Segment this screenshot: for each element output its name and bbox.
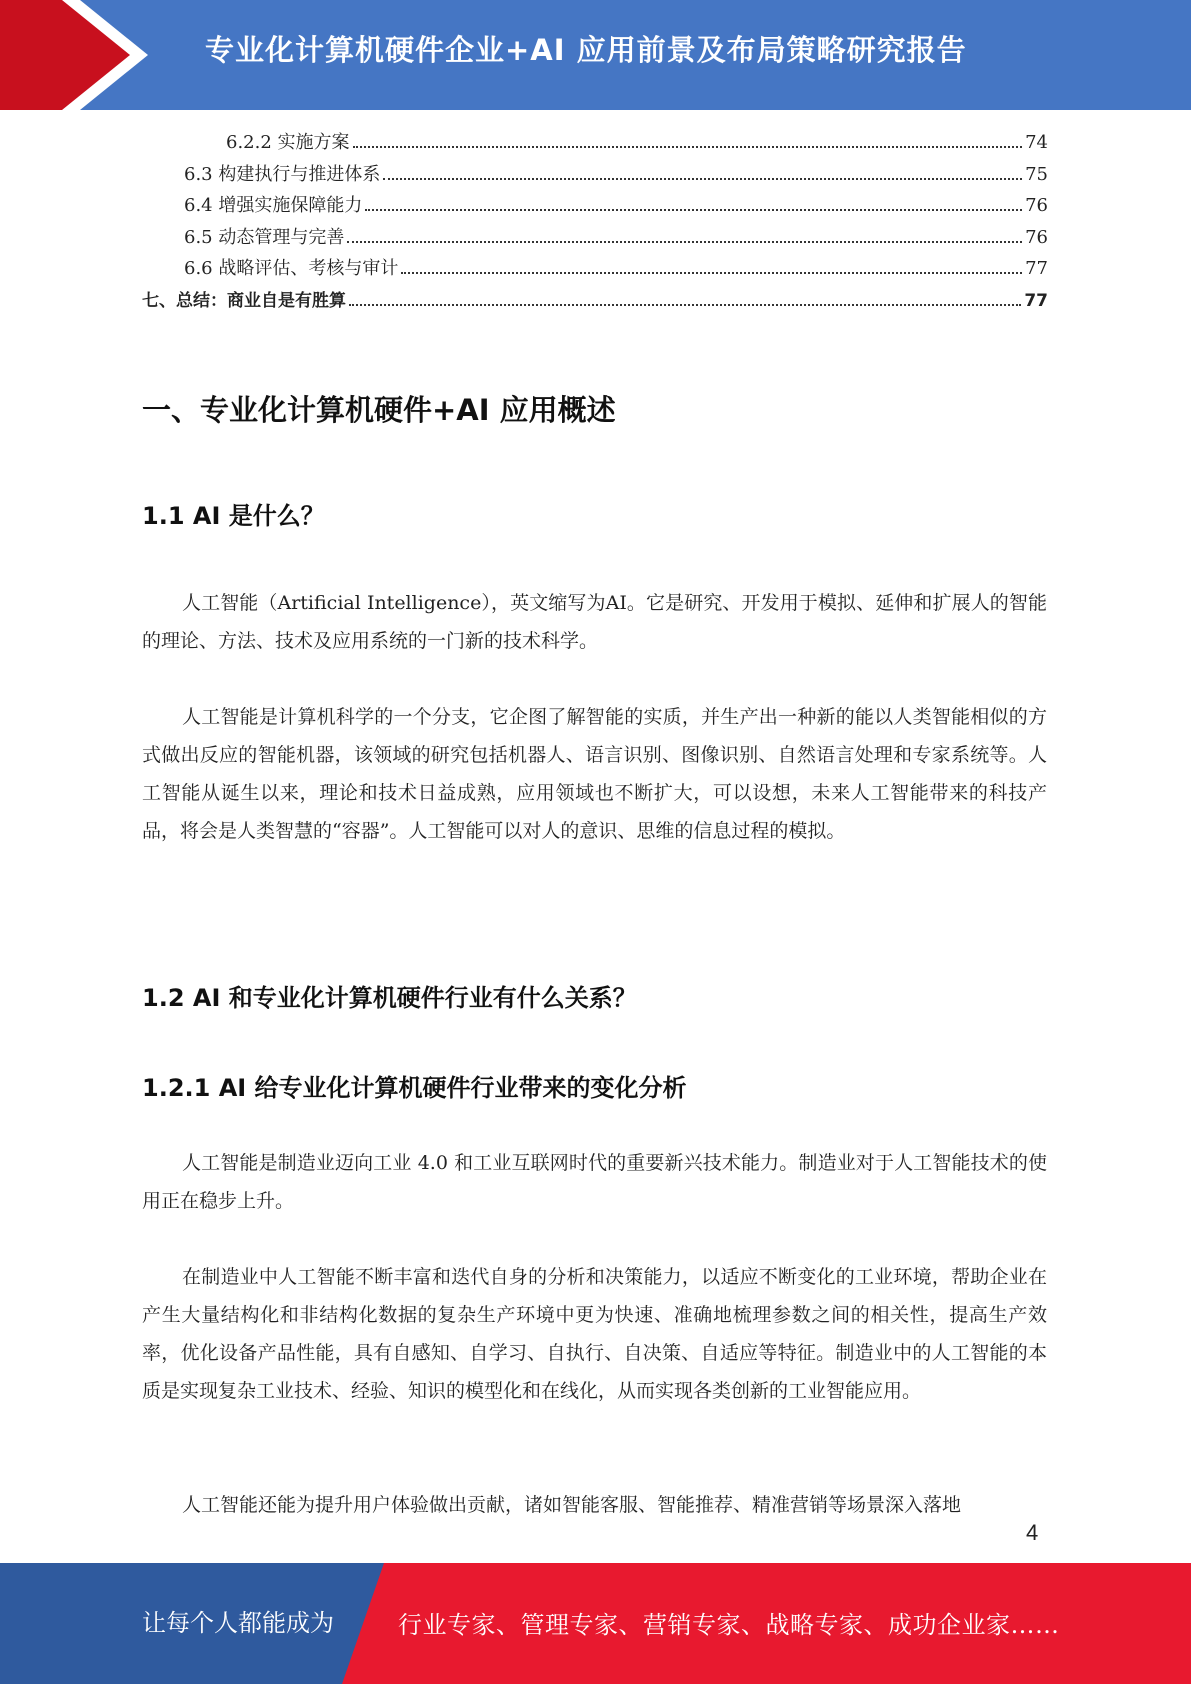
paragraph-ai-definition: 人工智能（Artificial Intelligence），英文缩写为AI。它是研究、开发用于模拟、延伸和扩展人的智能的理论、方法、技术及应用系统的一门新的技术科学。 (142, 592, 1047, 652)
paragraph-ai-in-manufacturing: 在制造业中人工智能不断丰富和迭代自身的分析和决策能力，以适应不断变化的工业环境，帮助企业在产生大量结构化和非结构化数据的复杂生产环境中更为快速、准确地梳理参数之间的相关性，提高生产效率，优化设备产品性能，具有自感知、自学习、自执行、自决策、自适应等特征。制造业中的人工智能的本质是实现复杂工业技术、经验、知识的模型化和在线化，从而实现各类创新的工业智能应用。 (142, 1266, 1047, 1402)
toc-leader-dots (383, 178, 1022, 180)
toc-entry-page: 74 (1025, 132, 1048, 153)
section-heading-1-2-1: 1.2.1 AI 给专业化计算机硬件行业带来的变化分析 (142, 1074, 687, 1102)
toc-entry[interactable] (142, 191, 1048, 223)
toc-entry-page: 77 (1025, 258, 1048, 279)
toc-entry-page: 77 (1024, 290, 1048, 311)
toc-entry-title: 6.5 动态管理与完善 (184, 226, 345, 248)
toc-leader-dots (349, 304, 1021, 306)
toc-entry[interactable] (142, 254, 1048, 286)
toc-leader-dots (365, 209, 1022, 211)
toc-entry[interactable] (142, 286, 1048, 318)
toc-entry-title: 七、总结：商业自是有胜算 (142, 290, 346, 311)
toc-entry-title: 6.2.2 实施方案 (226, 132, 350, 153)
page-header (0, 0, 1191, 110)
header-title: 专业化计算机硬件企业+AI 应用前景及布局策略研究报告 (205, 33, 967, 67)
toc-entry-title: 6.6 战略评估、考核与审计 (184, 258, 399, 279)
page-footer (0, 1563, 1191, 1684)
toc-entry[interactable] (142, 223, 1048, 255)
toc-entry-page: 75 (1025, 163, 1048, 185)
toc-entry[interactable] (142, 128, 1048, 160)
footer-slogan-left: 让每个人都能成为 (142, 1609, 334, 1637)
toc-entry-title: 6.3 构建执行与推进体系 (184, 163, 381, 185)
paragraph-manufacturing: 人工智能是制造业迈向工业 4.0 和工业互联网时代的重要新兴技术能力。制造业对于人工智能技术的使用正在稳步上升。 (142, 1152, 1047, 1212)
section-heading-1-1: 1.1 AI 是什么？ (142, 502, 325, 530)
page-number: 4 (1026, 1520, 1039, 1545)
toc-leader-dots (401, 272, 1022, 274)
paragraph-ai-branch: 人工智能是计算机科学的一个分支，它企图了解智能的实质，并生产出一种新的能以人类智能相似的方式做出反应的智能机器，该领域的研究包括机器人、语言识别、图像识别、自然语言处理和专家系统等。人工智能从诞生以来，理论和技术日益成熟，应用领域也不断扩大，可以设想，未来人工智能带来的科技产品，将会是人类智慧的“容器”。人工智能可以对人的意识、思维的信息过程的模拟。 (142, 706, 1047, 842)
section-heading-1-2: 1.2 AI 和专业化计算机硬件行业有什么关系？ (142, 984, 637, 1012)
toc-leader-dots (347, 241, 1022, 243)
paragraph-user-experience: 人工智能还能为提升用户体验做出贡献，诸如智能客服、智能推荐、精准营销等场景深入落地 (182, 1494, 962, 1516)
toc-entry-page: 76 (1025, 195, 1048, 216)
toc-leader-dots (353, 146, 1023, 148)
footer-slogan-right: 行业专家、管理专家、营销专家、战略专家、成功企业家…… (398, 1611, 1060, 1639)
toc-entry-title: 6.4 增强实施保障能力 (184, 195, 363, 216)
chapter-heading: 一、专业化计算机硬件+AI 应用概述 (142, 393, 616, 427)
toc-entry-page: 76 (1025, 226, 1048, 248)
toc-entry[interactable] (142, 160, 1048, 192)
table-of-contents (142, 128, 1048, 317)
